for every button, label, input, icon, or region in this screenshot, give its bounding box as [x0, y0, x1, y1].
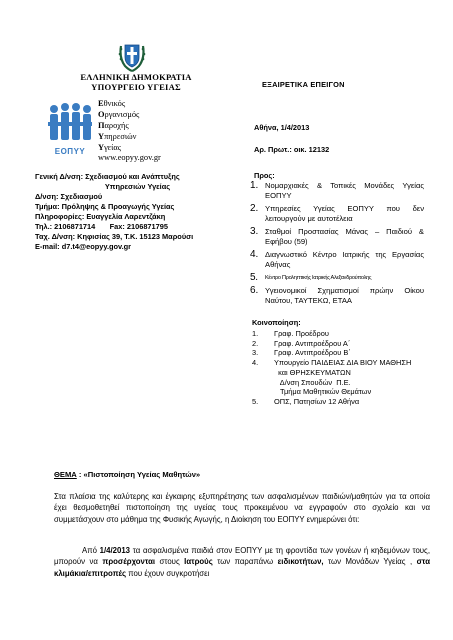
org-line: Υγείας [98, 143, 122, 152]
organisation-name [98, 98, 139, 153]
eopyy-logo-icon [46, 100, 94, 152]
list-item: 2. Γραφ. Αντιπροέδρου Α΄ [252, 338, 351, 348]
list-item: 5. ΟΠΣ, Πατησίων 12 Αθήνα [252, 396, 360, 406]
copies-list [252, 329, 442, 407]
list-item: 4. Υπουργείο ΠΑΙΔΕΙΑΣ ΔΙΑ ΒΙΟΥ ΜΑΘΗΣΗ και ΘΡΗΣΚΕΥΜΑΤΩΝ Δ/νση Σπουδών Π.Ε. Τμήμα Μαθητικών Θεμάτων [252, 358, 412, 397]
website-link[interactable]: www.eopyy.gov.gr [98, 153, 161, 162]
logo-wordmark: ΕΟΠΥΥ [54, 147, 86, 156]
subject-line [54, 470, 200, 479]
list-item: 2. Υπηρεσίες Υγείας ΕΟΠΥΥ που δεν λειτουργούν με αυτοτέλεια [250, 203, 424, 223]
sender-line: Τηλ.: 2106871714 Fax: 2106871795 [35, 222, 168, 231]
sender-email[interactable]: E-mail: d7.t4@eopyy.gov.gr [35, 242, 132, 251]
list-item: 5. Κέντρο Προληπτικής Ιατρικής Αλεξανδρούπολης [250, 272, 372, 283]
org-line: Υπηρεσιών [98, 132, 137, 141]
body-paragraph-1: Στα πλαίσια της καλύτερης και έγκαιρης εξυπηρέτησης των ασφαλισμένων παιδιών/μαθητών για τα οποία έχει θεσμοθετηθεί πιστοποίηση της υγείας τους προκειμένου να εγγραφούν στο σχολείο και να συμμετάσχουν στο μάθημα της Φυσικής Αγωγής, η Διοίκηση του ΕΟΠΥΥ ενημερώνει ότι: [54, 492, 430, 524]
protocol-number: Αρ. Πρωτ.: οικ. 12132 [254, 145, 330, 154]
list-item: 3. Γραφ. Αντιπροέδρου Β΄ [252, 348, 351, 358]
ministry-heading [56, 72, 216, 92]
org-line: Εθνικός [98, 99, 126, 108]
sender-line: Γενική Δ/νση: Σχεδιασμού και Ανάπτυξης [35, 172, 180, 181]
sender-line: Δ/νση: Σχεδιασμού [35, 192, 103, 201]
body-paragraph-2: Από 1/4/2013 τα ασφαλισμένα παιδιά στον ΕΟΠΥΥ με τη φροντίδα των γονέων ή κηδεμόνων τους, μπορούν να προσέρχονται στους Ιατρούς των παραπάνω ειδικοτήτων, των Μονάδων Υγείας , στα κλιμάκια/επιτροπές που έχουν συγκροτήσει [54, 546, 430, 578]
subject-label: ΘΕΜΑ [54, 470, 77, 479]
list-item: 4. Διαγνωστικό Κέντρο Ιατρικής της Εργασίας Αθήνας [250, 249, 424, 269]
place-date: Αθήνα, 1/4/2013 [254, 123, 310, 132]
list-item: 3. Σταθμοί Προστασίας Μάνας – Παιδιού & Εφήβου (59) [250, 226, 424, 246]
greek-emblem-icon [117, 40, 147, 74]
urgency-label: ΕΞΑΙΡΕΤΙΚΑ ΕΠΕΙΓΟΝ [262, 80, 345, 89]
list-item: 6. Υγειονομικοί Σχηματισμοί πρώην Οίκου Ναύτου, ΤΑΥΤΕΚΩ, ΕΤΑΑ [250, 285, 424, 305]
list-item: 1. Γραφ. Προέδρου [252, 329, 329, 338]
sender-line: Ταχ. Δ/νση: Κηφισίας 39, Τ.Κ. 15123 Μαρούσι [35, 232, 194, 241]
recipients-title: Προς: [254, 171, 275, 180]
sender-line: Υπηρεσιών Υγείας [104, 182, 171, 191]
recipients-list [247, 181, 424, 309]
ministry-line-2: ΥΠΟΥΡΓΕΙΟ ΥΓΕΙΑΣ [91, 82, 181, 92]
subject-text: : «Πιστοποίηση Υγείας Μαθητών» [76, 470, 201, 479]
org-line: Οργανισμός [98, 110, 140, 119]
list-item: 1. Νομαρχιακές & Τοπικές Μονάδες Υγείας ΕΟΠΥΥ [250, 180, 424, 200]
sender-line: Πληροφορίες: Ευαγγελία Λαρεντζάκη [35, 212, 166, 221]
sender-block [35, 172, 240, 252]
org-line: Παροχής [98, 121, 129, 130]
sender-line: Τμήμα: Πρόληψης & Προαγωγής Υγείας [35, 202, 175, 211]
copies-title: Κοινοποίηση: [252, 318, 301, 327]
ministry-line-1: ΕΛΛΗΝΙΚΗ ΔΗΜΟΚΡΑΤΙΑ [80, 72, 192, 82]
